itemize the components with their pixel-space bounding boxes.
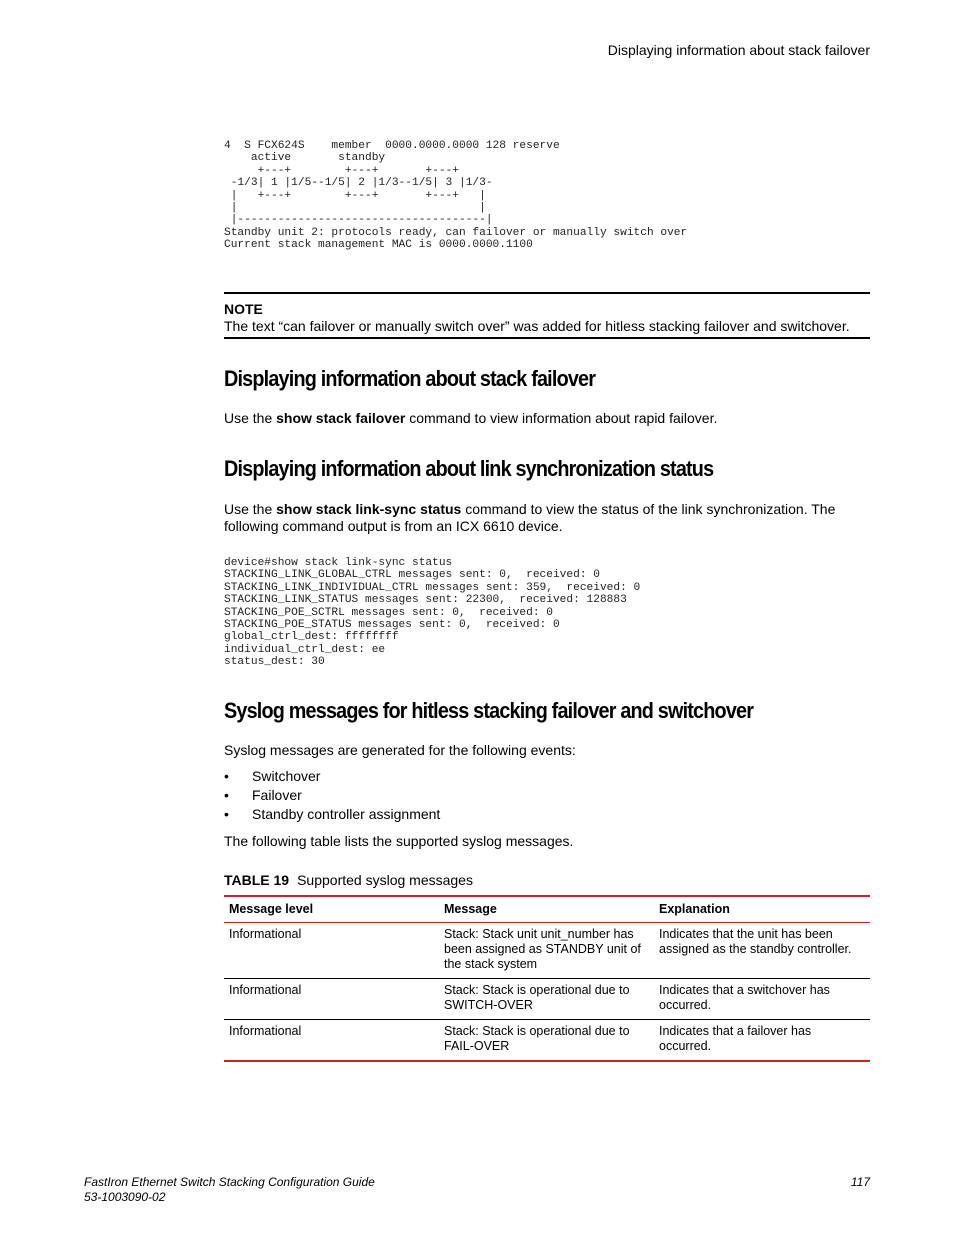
code-block-link-sync: device#show stack link-sync status STACKING_LINK_GLOBAL_CTRL messages sent: 0, received: 0 STACKING_LINK_INDIVIDUAL_CTRL messages sent: 359, received: 0 STACKING_LINK_STATUS messages sent: 22300, received: 128883 STACKING_POE_SCTRL messages sent: 0, received: 0 STACKING_POE_STATUS messages sent: 0, received: 0 global_ctrl_dest: ffffffff individual_ctrl_dest: ee status_dest: 30 [224,557,641,669]
note-text: The text “can failover or manually switch over” was added for hitless stacking failover and switchover. [224,318,850,334]
command-name: show stack failover [276,410,406,426]
table-row [224,923,870,979]
footer-doc-number: 53-1003090-02 [84,1190,166,1204]
table-intro: The following table lists the supported syslog messages. [224,833,574,849]
table-cell: Indicates that a failover has occurred. [659,1024,812,1053]
section-heading-link-sync: Displaying information about link synchronization status [224,456,714,481]
table-cell: Indicates that the unit has been assigned as the standby controller. [654,923,870,979]
table-header-row [224,896,870,923]
table-row [224,979,870,1020]
section-paragraph-stack-failover [224,410,870,427]
bullet-icon: • [224,806,229,822]
table-cell: Stack: Stack unit unit_number has been assigned as STANDBY unit of the stack system [439,923,654,979]
syslog-table [224,895,870,1062]
table-number: TABLE 19 [224,872,290,888]
para-text: command to view information about rapid failover. [405,410,718,426]
note-box [224,292,870,339]
event-list [224,767,440,824]
list-item-label: Switchover [252,768,321,784]
list-item [224,786,440,805]
table-caption-text: Supported syslog messages [297,872,473,888]
footer-document-info [84,1175,375,1205]
command-name: show stack link-sync status [276,501,462,517]
table-caption [224,872,473,888]
para-text: Use the [224,501,277,517]
list-item [224,767,440,786]
list-item-label: Failover [252,787,302,803]
table-row [224,1020,870,1062]
note-title: NOTE [224,301,263,317]
table-cell: Informational [224,979,439,1020]
bullet-icon: • [224,787,229,803]
running-header: Displaying information about stack failover [607,42,870,58]
para-text: command to view the status of the link synchronization. The following command output is from an ICX 6610 device. [224,501,836,534]
column-header: Message level [224,896,439,923]
page-number: 117 [850,1175,870,1189]
bullet-icon: • [224,768,229,784]
syslog-intro: Syslog messages are generated for the following events: [224,742,576,758]
column-header: Explanation [654,896,870,923]
para-text: Use the [224,410,277,426]
table-cell: Indicates that a switchover has occurred. [654,979,870,1020]
list-item [224,805,440,824]
table-cell: Stack: Stack is operational due to SWITCH-OVER [439,979,654,1020]
column-header: Message [439,896,654,923]
table-cell: Stack: Stack is operational due to FAIL-OVER [444,1024,630,1053]
table-cell: Informational [229,1024,302,1038]
table-cell: Informational [224,923,439,979]
section-heading-stack-failover: Displaying information about stack failover [224,366,596,391]
section-heading-syslog: Syslog messages for hitless stacking failover and switchover [224,698,754,723]
section-paragraph-link-sync [224,501,870,534]
footer-title: FastIron Ethernet Switch Stacking Configuration Guide [84,1175,375,1189]
list-item-label: Standby controller assignment [252,806,441,822]
code-block-stack-topology: 4 S FCX624S member 0000.0000.0000 128 reserve active standby +---+ +---+ +---+ -1/3| 1 |1/5--1/5| 2 |1/3--1/5| 3 |1/3- | +---+ +---+ +---+ | | | |-------------------------------------| Standby unit 2: protocols ready, can failover or manually switch over Current stack management MAC is 0000.0000.1100 [224,140,688,252]
